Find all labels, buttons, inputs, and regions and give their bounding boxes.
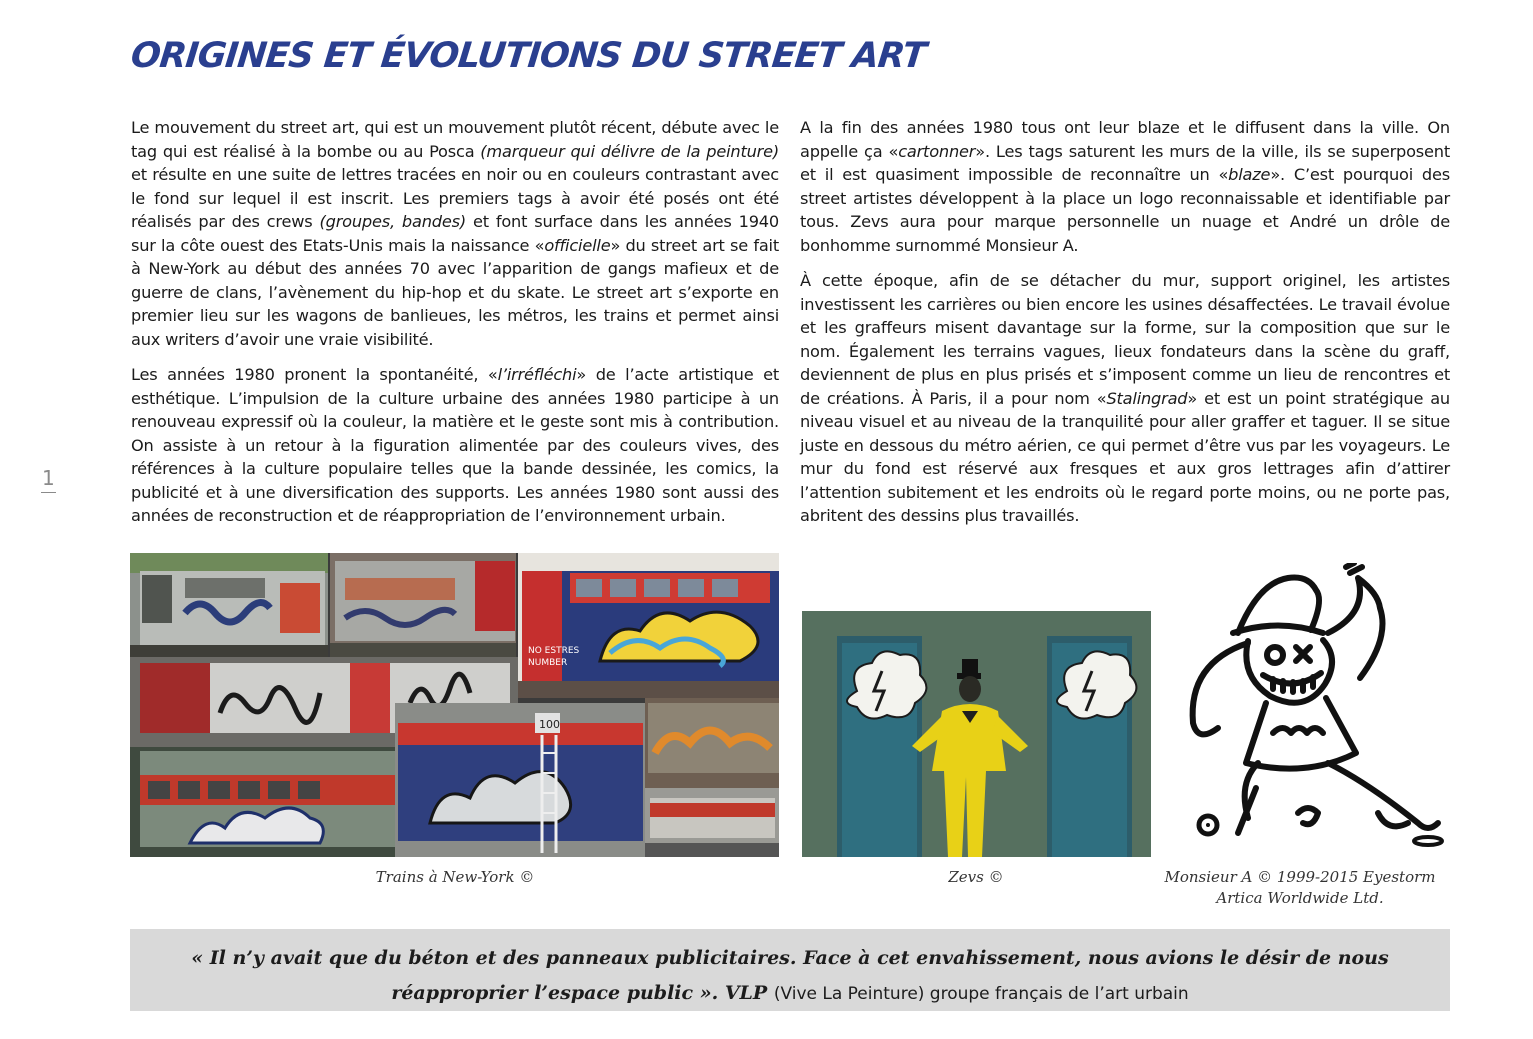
right-column — [800, 116, 1450, 540]
page-title: ORIGINES ET ÉVOLUTIONS DU STREET ART — [128, 36, 928, 76]
quote — [130, 929, 1450, 1012]
left-column — [131, 116, 779, 540]
monsieur-a-caption-line: Artica Worldwide Ltd. — [1216, 889, 1384, 907]
text-run: ». Les tags saturent les murs de la ville, ils se superposent et il est quasiment impossible de reconnaître un « — [800, 141, 1451, 184]
text-run: » de l’acte artistique et esthétique. L’impulsion de la culture urbaine des années 1980 participe à un renouveau expressif où la couleur, la matière et le geste sont mis à contribution. On assiste à un retour à la figuration alimentée par des couleurs vives, des références à la culture populaire telles que la bande dessinée, les comics, la publicité et à une diversification des supports. Les années 1980 sont aussi des années de reconstruction et de réappropriation de l’environnement urbain. — [131, 365, 779, 525]
monsieur-a-caption — [1150, 867, 1450, 909]
text-run: » et est un point stratégique au niveau visuel et au niveau de la tranquilité pour aller graffer et taguer. Il se situe juste en dessous du métro aérien, ce qui permet d’être vus par les voyageurs. Le mur du fond est réservé aux fresques et aux gros lettrages afin d’attirer l’attention subitement et les endroits où le regard porte moins, ou ne porte pas, abritent des dessins plus travaillés. — [800, 388, 1450, 525]
monsieur-a-image — [1178, 563, 1450, 848]
emphasis-text: cartonner — [898, 141, 976, 161]
zevs-photo — [802, 611, 1151, 857]
text-run: A la fin des années 1980 tous ont leur blaze et le diffusent dans la ville. On appelle ça « — [800, 118, 1450, 161]
quote-author: VLP — [724, 982, 768, 1004]
monsieur-a-caption-line: Monsieur A © 1999-2015 Eyestorm — [1164, 868, 1436, 886]
paragraph — [800, 116, 1450, 257]
emphasis-text: Stalingrad — [1106, 388, 1188, 408]
trains-collage-image — [130, 553, 779, 857]
monsieur-a-drawing — [1178, 563, 1450, 848]
text-run: À cette époque, afin de se détacher du mur, support originel, les artistes investissent les carrières ou bien encore les usines désaffectées. Le travail évolue et les graffeurs misent davantage sur la forme, sur la composition que sur le nom. Également les terrains vagues, lieux fondateurs dans la scène du graff, deviennent de plus en plus prisés et s’imposent comme un lieu de rencontres et de créations. À Paris, il a pour nom « — [800, 271, 1450, 408]
quote-text: « Il n’y avait que du béton et des panneaux publicitaires. Face à cet envahissement, nous avions le désir de nous réapproprier l’espace public ». — [191, 947, 1389, 1004]
zevs-image — [802, 611, 1151, 857]
quote-attribution: (Vive La Peinture) groupe français de l’art urbain — [773, 984, 1189, 1004]
page-number: 1 — [41, 467, 56, 493]
text-run: et résulte en une suite de lettres tracées en noir ou en couleurs contrastant avec le fond sur lequel il est inscrit. Les premiers tags à avoir été posés ont été réalisés par des crews — [131, 165, 779, 231]
trains-photo-collage — [130, 553, 779, 857]
emphasis-text: (groupes, bandes) — [319, 212, 466, 231]
emphasis-text: blaze — [1228, 165, 1271, 184]
paragraph — [131, 363, 779, 528]
train-tag-text: NUMBER — [528, 658, 568, 668]
train-tag-text: NO ESTRES — [528, 646, 580, 656]
paragraph — [131, 116, 779, 351]
emphasis-text: (marqueur qui délivre de la peinture) — [480, 141, 780, 161]
train-number: 100 — [539, 718, 560, 731]
text-run: ». C’est pourquoi des street artistes développent à la place un logo reconnaissable et identifiable par tous. Zevs aura pour marque personnelle un nuage et André un drôle de bonhomme surnommé Monsieur A. — [800, 165, 1451, 255]
emphasis-text: officielle — [544, 235, 611, 255]
text-run: » du street art se fait à New-York au début des années 70 avec l’apparition de gangs mafieux et de guerre de clans, l’avènement du hip-hop et du skate. Le street art s’exporte en premier lieu sur les wagons de banlieues, les métros, les trains et permet ainsi aux writers d’avoir une vraie visibilité. — [131, 235, 779, 349]
text-run: Les années 1980 pronent la spontanéité, « — [131, 365, 498, 384]
quote-box — [130, 929, 1450, 1011]
text-run: et font surface dans les années 1940 sur la côte ouest des Etats-Unis mais la naissance « — [131, 212, 779, 255]
text-run: Le mouvement du street art, qui est un mouvement plutôt récent, débute avec le tag qui est réalisé à la bombe ou au Posca — [131, 118, 779, 161]
emphasis-text: l’irréfléchi — [497, 365, 577, 384]
paragraph — [800, 269, 1450, 528]
zevs-caption: Zevs © — [948, 868, 1004, 886]
trains-caption: Trains à New-York © — [375, 868, 535, 886]
